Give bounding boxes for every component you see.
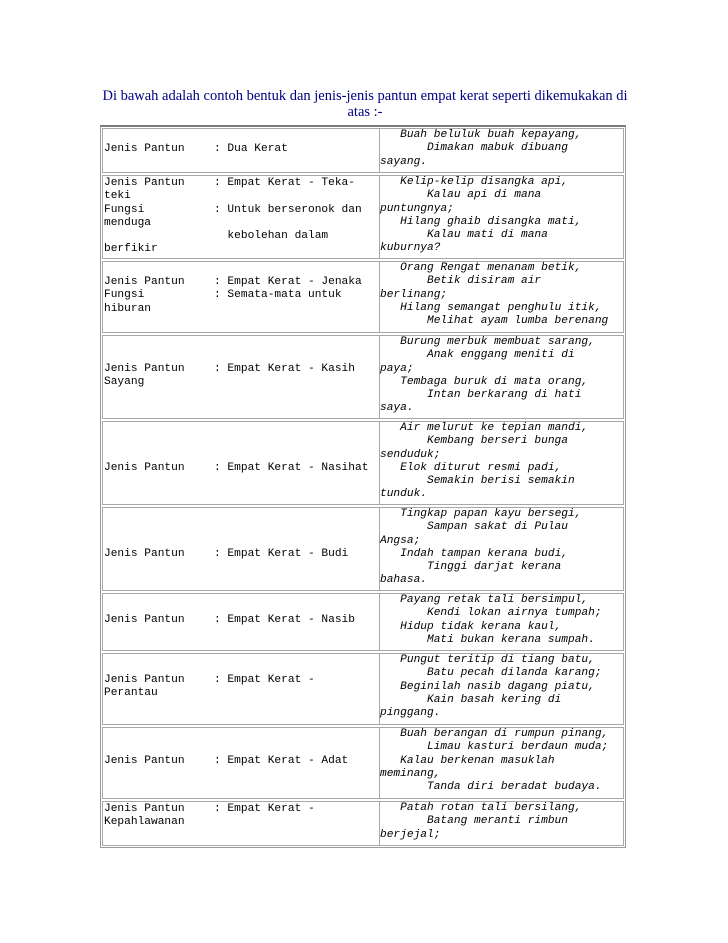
pantun-text-cell: Buah berangan di rumpun pinang, Limau kasturi berdaun muda; Kalau berkenan masuklah meminang, Tanda diri beradat budaya.: [379, 728, 623, 798]
pantun-type-value: : Empat Kerat - Nasihat: [214, 462, 369, 474]
pantun-text-cell: Burung merbuk membuat sarang, Anak enggang meniti di paya; Tembaga buruk di mata orang, Intan berkarang di hati saya.: [379, 336, 623, 418]
row-label-cell: [103, 262, 379, 332]
pantun-type-label: Jenis Pantun Perantau: [104, 674, 185, 700]
pantun-type-label: Jenis Pantun Fungsi hiburan: [104, 276, 185, 315]
table-row: [102, 335, 624, 419]
pantun-type-value: : Empat Kerat - Teka- : Untuk berseronok dan kebolehan dalam: [214, 177, 362, 243]
pantun-text-cell: Pungut teritip di tiang batu, Batu pecah dilanda karang; Beginilah nasib dagang piatu, Kain basah kering di pinggang.: [379, 654, 623, 724]
pantun-type-value: : Empat Kerat -: [214, 674, 315, 686]
table-row: [102, 175, 624, 259]
table-row: [102, 261, 624, 333]
pantun-type-value: : Empat Kerat -: [214, 803, 315, 815]
pantun-type-label: Jenis Pantun: [104, 462, 185, 474]
pantun-type-value: : Empat Kerat - Kasih: [214, 363, 355, 375]
row-label-cell: [103, 129, 379, 172]
row-label-cell: [103, 654, 379, 724]
table-row: [102, 421, 624, 505]
table-row: [102, 128, 624, 173]
pantun-type-value: : Empat Kerat - Adat: [214, 755, 349, 767]
pantun-type-label: Jenis Pantun: [104, 755, 185, 767]
pantun-type-label: Jenis Pantun Sayang: [104, 363, 185, 389]
pantun-text-cell: Tingkap papan kayu bersegi, Sampan sakat di Pulau Angsa; Indah tampan kerana budi, Tinggi darjat kerana bahasa.: [379, 508, 623, 590]
pantun-text-cell: Payang retak tali bersimpul, Kendi lokan airnya tumpah; Hidup tidak kerana kaul, Mati bukan kerana sumpah.: [379, 594, 623, 650]
pantun-table: [100, 125, 626, 848]
row-label-cell: [103, 336, 379, 418]
pantun-type-label: Jenis Pantun teki Fungsi menduga berfikir: [104, 177, 185, 256]
row-label-cell: [103, 728, 379, 798]
pantun-type-value: : Empat Kerat - Nasib: [214, 614, 355, 626]
pantun-type-value: : Empat Kerat - Budi: [214, 548, 349, 560]
pantun-type-value: : Dua Kerat: [214, 143, 288, 155]
table-row: [102, 653, 624, 725]
pantun-text-cell: Air melurut ke tepian mandi, Kembang berseri bunga senduduk; Elok diturut resmi padi, Semakin berisi semakin tunduk.: [379, 422, 623, 504]
table-row: [102, 727, 624, 799]
table-row: [102, 507, 624, 591]
pantun-text-cell: Kelip-kelip disangka api, Kalau api di mana puntungnya; Hilang ghaib disangka mati, Kalau mati di mana kuburnya?: [379, 176, 623, 258]
row-label-cell: [103, 594, 379, 650]
pantun-type-label: Jenis Pantun: [104, 614, 185, 626]
page-heading: Di bawah adalah contoh bentuk dan jenis-jenis pantun empat kerat seperti dikemukakan di atas :-: [102, 88, 628, 120]
pantun-text-cell: Patah rotan tali bersilang, Batang meranti rimbun berjejal;: [379, 802, 623, 845]
row-label-cell: [103, 176, 379, 258]
row-label-cell: [103, 422, 379, 504]
row-label-cell: [103, 802, 379, 845]
pantun-type-value: : Empat Kerat - Jenaka : Semata-mata untuk: [214, 276, 362, 302]
table-row: [102, 593, 624, 651]
table-row: [102, 801, 624, 846]
pantun-type-label: Jenis Pantun: [104, 143, 185, 155]
pantun-type-label: Jenis Pantun: [104, 548, 185, 560]
pantun-text-cell: Orang Rengat menanam betik, Betik disiram air berlinang; Hilang semangat penghulu itik, Melihat ayam lumba berenang: [379, 262, 623, 332]
row-label-cell: [103, 508, 379, 590]
pantun-text-cell: Buah beluluk buah kepayang, Dimakan mabuk dibuang sayang.: [379, 129, 623, 172]
pantun-type-label: Jenis Pantun Kepahlawanan: [104, 803, 185, 829]
